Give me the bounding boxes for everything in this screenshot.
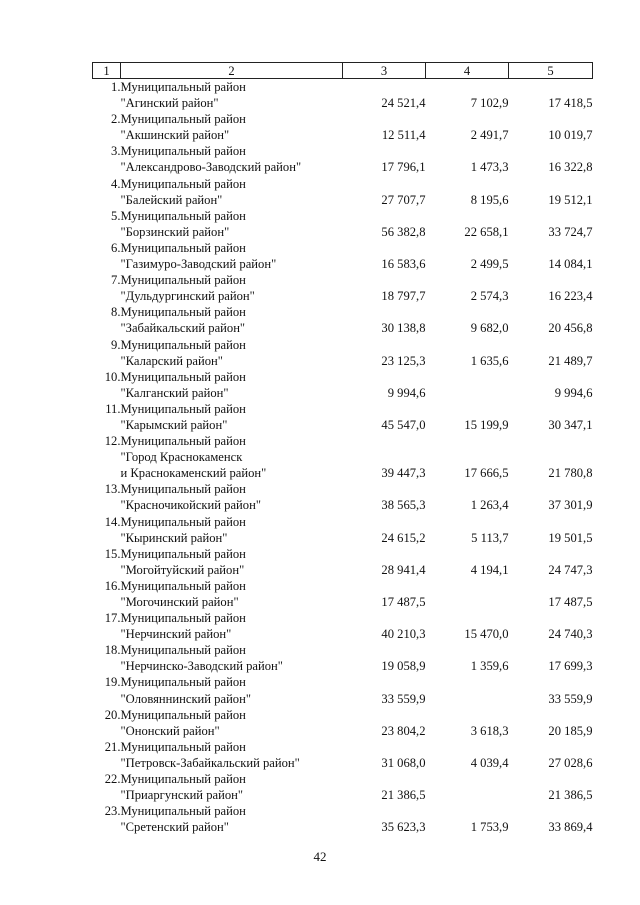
table-header (93, 63, 593, 79)
value-col-5: 21 386,5 (548, 788, 593, 803)
row-number: 11. (105, 401, 121, 416)
value-col-4: 5 113,7 (471, 530, 509, 545)
municipality-name-line: Муниципальный район (120, 546, 246, 561)
municipality-name (121, 578, 343, 610)
value-col-5: 9 994,6 (554, 385, 593, 400)
value-col-3: 17 796,1 (381, 160, 426, 175)
value-col-3: 9 994,6 (387, 385, 426, 400)
municipality-name-line: Муниципальный район (120, 578, 246, 593)
header-col-3: 3 (343, 63, 426, 79)
municipality-name (121, 739, 343, 771)
municipality-name-line: Муниципальный район (120, 305, 246, 320)
municipality-name-line: Муниципальный район (120, 707, 246, 722)
value-col-3: 45 547,0 (381, 417, 426, 432)
value-col-3: 39 447,3 (381, 466, 426, 481)
value-col-4: 4 039,4 (470, 755, 509, 770)
row-number: 17. (104, 611, 121, 626)
municipality-name-line: "Могочинский район" (120, 595, 239, 609)
municipality-name-line: "Нерчинско-Заводский район" (120, 659, 283, 674)
value-col-5: 33 869,4 (548, 820, 593, 835)
value-col-4: 2 499,5 (470, 257, 509, 272)
value-col-5: 20 456,8 (548, 321, 593, 336)
municipality-name (121, 272, 343, 304)
value-col-3: 33 559,9 (381, 691, 426, 706)
table-row (93, 610, 593, 642)
value-col-4: 9 682,0 (470, 321, 509, 336)
value-col-5: 24 747,3 (548, 562, 593, 577)
municipality-name (121, 610, 343, 642)
value-col-5: 19 512,1 (548, 192, 593, 207)
municipality-name-line: Муниципальный район (120, 208, 246, 223)
table-row (93, 514, 593, 546)
municipality-name-line: "Газимуро-Заводский район" (120, 257, 277, 272)
municipality-name (121, 176, 343, 208)
table-row (93, 642, 593, 674)
municipality-name-line: "Балейский район" (120, 192, 223, 207)
municipality-name-line: "Борзинский район" (120, 224, 230, 239)
value-col-3: 21 386,5 (381, 788, 426, 803)
municipality-name-line: "Кыринский район" (120, 530, 228, 545)
value-col-3: 35 623,3 (381, 820, 426, 835)
value-col-3: 56 382,8 (381, 224, 426, 239)
value-col-5: 30 347,1 (548, 417, 593, 432)
row-number: 7. (111, 273, 121, 288)
municipality-name-line: "Петровск-Забайкальский район" (120, 755, 300, 770)
row-number: 21. (104, 739, 121, 754)
row-number: 16. (104, 578, 121, 593)
header-col-4: 4 (426, 63, 509, 79)
header-row (93, 63, 593, 79)
table-row (93, 803, 593, 835)
row-number: 5. (111, 208, 121, 223)
value-col-4: 1 635,6 (470, 353, 509, 368)
value-col-5: 14 084,1 (548, 257, 593, 272)
municipality-name-line: "Каларский район" (120, 353, 223, 368)
municipality-name-line: Муниципальный район (120, 482, 246, 497)
header-col-5: 5 (509, 63, 593, 79)
municipality-name (121, 143, 343, 175)
value-col-3: 40 210,3 (381, 627, 426, 642)
row-number: 19. (104, 675, 121, 690)
value-col-4 (426, 771, 509, 803)
value-col-4: 17 666,5 (464, 466, 509, 481)
value-col-5: 17 699,3 (548, 659, 593, 674)
value-col-5: 33 559,9 (548, 691, 593, 706)
row-number: 8. (111, 305, 121, 320)
value-col-4: 2 491,7 (470, 128, 509, 143)
value-col-4 (426, 578, 509, 610)
value-col-4: 2 574,3 (470, 289, 509, 304)
municipality-name-line: "Карымский район" (120, 417, 228, 432)
row-number: 23. (104, 804, 121, 819)
value-col-3: 17 487,5 (381, 595, 426, 609)
municipality-name-line: "Калганский район" (120, 385, 229, 400)
municipality-name-line: Муниципальный район (120, 739, 246, 754)
municipality-name-line: "Сретенский район" (120, 820, 229, 835)
row-number: 18. (104, 643, 121, 658)
row-number: 15. (104, 546, 121, 561)
table-row (93, 304, 593, 336)
value-col-3: 38 565,3 (381, 498, 426, 513)
municipality-name-line: Муниципальный район (120, 80, 246, 94)
municipality-name (121, 304, 343, 336)
municipality-name-line: "Агинский район" (120, 96, 219, 111)
table-row (93, 739, 593, 771)
value-col-4: 8 195,6 (470, 192, 509, 207)
table-row (93, 401, 593, 433)
municipality-name-line: "Александрово-Заводский район" (120, 160, 302, 175)
municipality-name-line: Муниципальный район (120, 144, 246, 159)
value-col-5: 16 322,8 (548, 160, 593, 175)
table-row (93, 208, 593, 240)
value-col-5: 24 740,3 (548, 627, 593, 642)
row-number: 22. (104, 772, 121, 787)
table-row (93, 176, 593, 208)
row-number: 9. (111, 337, 121, 352)
municipality-name-line: Муниципальный район (120, 643, 246, 658)
row-number: 4. (111, 176, 121, 191)
municipality-name-line: "Красночикойский район" (120, 498, 261, 513)
value-col-3: 24 521,4 (381, 96, 426, 111)
municipality-name-line: Муниципальный район (120, 675, 246, 690)
value-col-3: 16 583,6 (381, 257, 426, 272)
value-col-3: 28 941,4 (381, 562, 426, 577)
value-col-4: 3 618,3 (470, 723, 509, 738)
municipality-name-line: "Приаргунский район" (120, 788, 244, 803)
value-col-5: 16 223,4 (548, 289, 593, 304)
value-col-4: 7 102,9 (470, 96, 509, 111)
table-body (93, 79, 593, 836)
value-col-5: 17 487,5 (548, 595, 593, 609)
value-col-5: 17 418,5 (548, 96, 593, 111)
value-col-4: 15 199,9 (464, 417, 509, 432)
page-number: 42 (313, 849, 327, 864)
row-number: 12. (104, 434, 121, 449)
header-col-1: 1 (93, 63, 121, 79)
value-col-3: 31 068,0 (381, 755, 426, 770)
municipality-name (121, 707, 343, 739)
row-number: 14. (104, 514, 121, 529)
table-row (93, 240, 593, 272)
value-col-3: 12 511,4 (381, 128, 426, 143)
municipality-name-line: Муниципальный район (120, 772, 246, 787)
municipality-name-line: и Краснокаменский район" (120, 466, 267, 481)
row-number: 13. (104, 482, 121, 497)
table-row (93, 433, 593, 481)
row-number: 10. (104, 369, 121, 384)
value-col-5: 33 724,7 (548, 224, 593, 239)
row-number: 3. (111, 144, 121, 159)
municipality-name (121, 208, 343, 240)
municipality-name-line: Муниципальный район (120, 273, 246, 288)
value-col-5: 19 501,5 (548, 530, 593, 545)
municipality-name-line: Муниципальный район (120, 514, 246, 529)
table-row (93, 143, 593, 175)
row-number: 2. (111, 112, 121, 127)
value-col-4: 1 359,6 (470, 659, 509, 674)
table-row (93, 79, 593, 112)
value-col-4: 1 473,3 (470, 160, 509, 175)
value-col-3: 18 797,7 (381, 289, 426, 304)
municipality-name (121, 433, 343, 481)
municipality-name (121, 771, 343, 803)
table-row (93, 272, 593, 304)
value-col-4: 1 753,9 (470, 820, 509, 835)
table-row (93, 111, 593, 143)
value-col-5: 21 489,7 (548, 353, 593, 368)
table-row (93, 337, 593, 369)
municipality-name-line: "Дульдургинский район" (120, 289, 255, 304)
value-col-5: 37 301,9 (548, 498, 593, 513)
municipality-name-line: Муниципальный район (120, 337, 246, 352)
municipality-name-line: "Нерчинский район" (120, 627, 232, 642)
table-row (93, 771, 593, 803)
budget-table (92, 62, 593, 835)
table-row (93, 369, 593, 401)
municipality-name-line: Муниципальный район (120, 369, 246, 384)
table-row (93, 481, 593, 513)
municipality-name-line: Муниципальный район (120, 112, 246, 127)
municipality-name (121, 240, 343, 272)
municipality-name-line: Муниципальный район (120, 434, 246, 449)
value-col-4: 4 194,1 (470, 562, 509, 577)
value-col-5: 27 028,6 (548, 755, 593, 770)
value-col-4 (426, 674, 509, 706)
value-col-3: 24 615,2 (381, 530, 426, 545)
municipality-name (121, 111, 343, 143)
municipality-name-line: "Оловяннинский район" (120, 691, 251, 706)
value-col-3: 23 125,3 (381, 353, 426, 368)
header-col-2: 2 (121, 63, 343, 79)
value-col-5: 21 780,8 (548, 466, 593, 481)
municipality-name (121, 401, 343, 433)
value-col-3: 23 804,2 (381, 723, 426, 738)
municipality-name-line: "Забайкальский район" (120, 321, 246, 336)
value-col-3: 30 138,8 (381, 321, 426, 336)
municipality-name-line: "Акшинский район" (120, 128, 230, 143)
municipality-name-line: "Город Краснокаменск (120, 450, 243, 465)
row-number: 6. (111, 240, 121, 255)
municipality-name (121, 481, 343, 513)
municipality-name (121, 546, 343, 578)
value-col-5: 10 019,7 (548, 128, 593, 143)
value-col-4 (426, 369, 509, 401)
value-col-4: 1 263,4 (470, 498, 509, 513)
municipality-name-line: "Могойтуйский район" (120, 562, 245, 577)
table-row (93, 546, 593, 578)
municipality-name-line: "Ононский район" (120, 723, 220, 738)
value-col-4: 15 470,0 (464, 627, 509, 642)
value-col-4: 22 658,1 (464, 224, 509, 239)
municipality-name (121, 674, 343, 706)
municipality-name (121, 642, 343, 674)
municipality-name-line: Муниципальный район (120, 611, 246, 626)
municipality-name (121, 337, 343, 369)
row-number: 1. (111, 80, 121, 94)
municipality-name (121, 514, 343, 546)
table-row (93, 707, 593, 739)
table-row (93, 578, 593, 610)
municipality-name-line: Муниципальный район (120, 240, 246, 255)
value-col-3: 27 707,7 (381, 192, 426, 207)
value-col-3: 19 058,9 (381, 659, 426, 674)
value-col-5: 20 185,9 (548, 723, 593, 738)
row-number: 20. (104, 707, 121, 722)
municipality-name-line: Муниципальный район (120, 401, 246, 416)
municipality-name (121, 369, 343, 401)
table-row (93, 674, 593, 706)
municipality-name-line: Муниципальный район (120, 804, 246, 819)
municipality-name (121, 79, 343, 112)
municipality-name (121, 803, 343, 835)
municipality-name-line: Муниципальный район (120, 176, 246, 191)
